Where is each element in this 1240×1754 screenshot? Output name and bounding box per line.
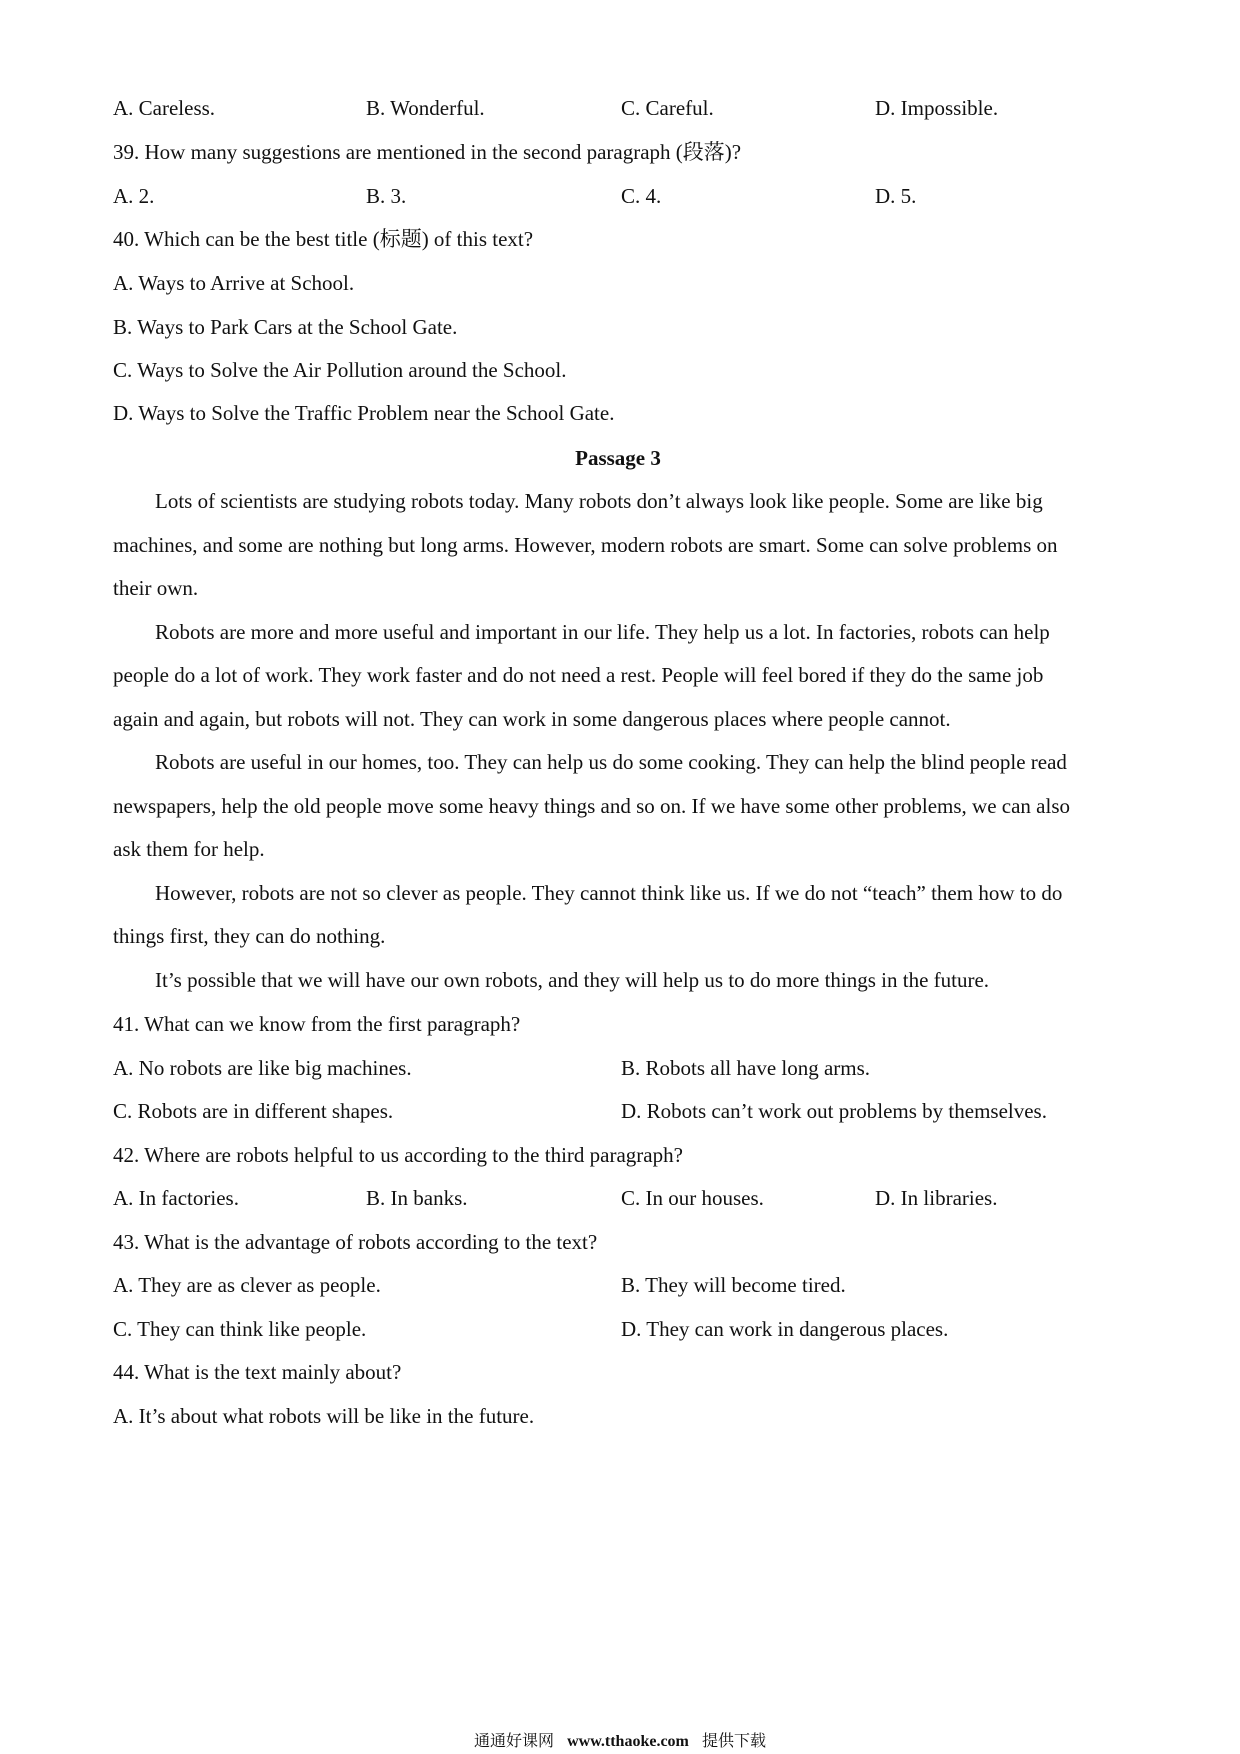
q42-option-b: B. In banks. — [366, 1186, 468, 1210]
passage-line: their own. — [113, 576, 199, 600]
passage-line: It’s possible that we will have our own robots, and they will help us to do more things in the future. — [155, 968, 990, 992]
q41-question: 41. What can we know from the first paragraph? — [113, 1012, 521, 1036]
q41-option-d: D. Robots can’t work out problems by themselves. — [621, 1099, 1047, 1123]
q40-option-c: C. Ways to Solve the Air Pollution around the School. — [113, 358, 567, 382]
q43-option-c: C. They can think like people. — [113, 1317, 367, 1341]
q38-option-b: B. Wonderful. — [366, 96, 485, 120]
passage-line: Robots are useful in our homes, too. They can help us do some cooking. They can help the blind people read — [155, 750, 1067, 774]
q39-option-a: A. 2. — [113, 184, 155, 208]
q41-option-a: A. No robots are like big machines. — [113, 1056, 412, 1080]
q39-option-d: D. 5. — [875, 184, 917, 208]
q41-option-b: B. Robots all have long arms. — [621, 1056, 871, 1080]
q41-option-c: C. Robots are in different shapes. — [113, 1099, 394, 1123]
q42-option-a: A. In factories. — [113, 1186, 239, 1210]
passage-line: ask them for help. — [113, 837, 265, 861]
q44-option-a: A. It’s about what robots will be like in the future. — [113, 1404, 535, 1428]
passage-line: machines, and some are nothing but long arms. However, modern robots are smart. Some can solve problems on — [113, 533, 1058, 557]
q44-question: 44. What is the text mainly about? — [113, 1360, 402, 1384]
document-page — [113, 0, 1123, 1754]
footer-site-name: 通通好课网 — [474, 1731, 555, 1750]
q40-option-d: D. Ways to Solve the Traffic Problem near the School Gate. — [113, 401, 615, 425]
footer-download-text: 提供下载 — [701, 1731, 766, 1750]
page-footer — [0, 1728, 1240, 1751]
q38-option-d: D. Impossible. — [875, 96, 999, 120]
q40-option-b: B. Ways to Park Cars at the School Gate. — [113, 315, 458, 339]
passage-line: Robots are more and more useful and important in our life. They help us a lot. In factories, robots can help — [155, 620, 1050, 644]
q38-option-c: C. Careful. — [621, 96, 714, 120]
q43-option-a: A. They are as clever as people. — [113, 1273, 381, 1297]
passage-line: again and again, but robots will not. They can work in some dangerous places where people cannot. — [113, 707, 951, 731]
passage-title: Passage 3 — [575, 446, 661, 470]
passage-line: However, robots are not so clever as people. They cannot think like us. If we do not “teach” them how to do — [155, 881, 1063, 905]
q43-question: 43. What is the advantage of robots according to the text? — [113, 1230, 598, 1254]
footer-url[interactable]: www.tthaoke.com — [567, 1733, 689, 1750]
passage-line: people do a lot of work. They work faster and do not need a rest. People will feel bored if they do the same job — [113, 663, 1044, 687]
q43-option-d: D. They can work in dangerous places. — [621, 1317, 949, 1341]
q39-option-b: B. 3. — [366, 184, 407, 208]
q38-option-a: A. Careless. — [113, 96, 216, 120]
q42-option-c: C. In our houses. — [621, 1186, 764, 1210]
q40-question: 40. Which can be the best title (标题) of this text? — [113, 227, 534, 251]
q42-question: 42. Where are robots helpful to us according to the third paragraph? — [113, 1143, 683, 1167]
passage-line: things first, they can do nothing. — [113, 924, 386, 948]
q39-question: 39. How many suggestions are mentioned in the second paragraph (段落)? — [113, 140, 742, 164]
passage-line: newspapers, help the old people move some heavy things and so on. If we have some other problems, we can also — [113, 794, 1070, 818]
q39-option-c: C. 4. — [621, 184, 662, 208]
q40-option-a: A. Ways to Arrive at School. — [113, 271, 355, 295]
passage-line: Lots of scientists are studying robots today. Many robots don’t always look like people. Some are like big — [155, 489, 1043, 513]
q42-option-d: D. In libraries. — [875, 1186, 998, 1210]
q43-option-b: B. They will become tired. — [621, 1273, 846, 1297]
